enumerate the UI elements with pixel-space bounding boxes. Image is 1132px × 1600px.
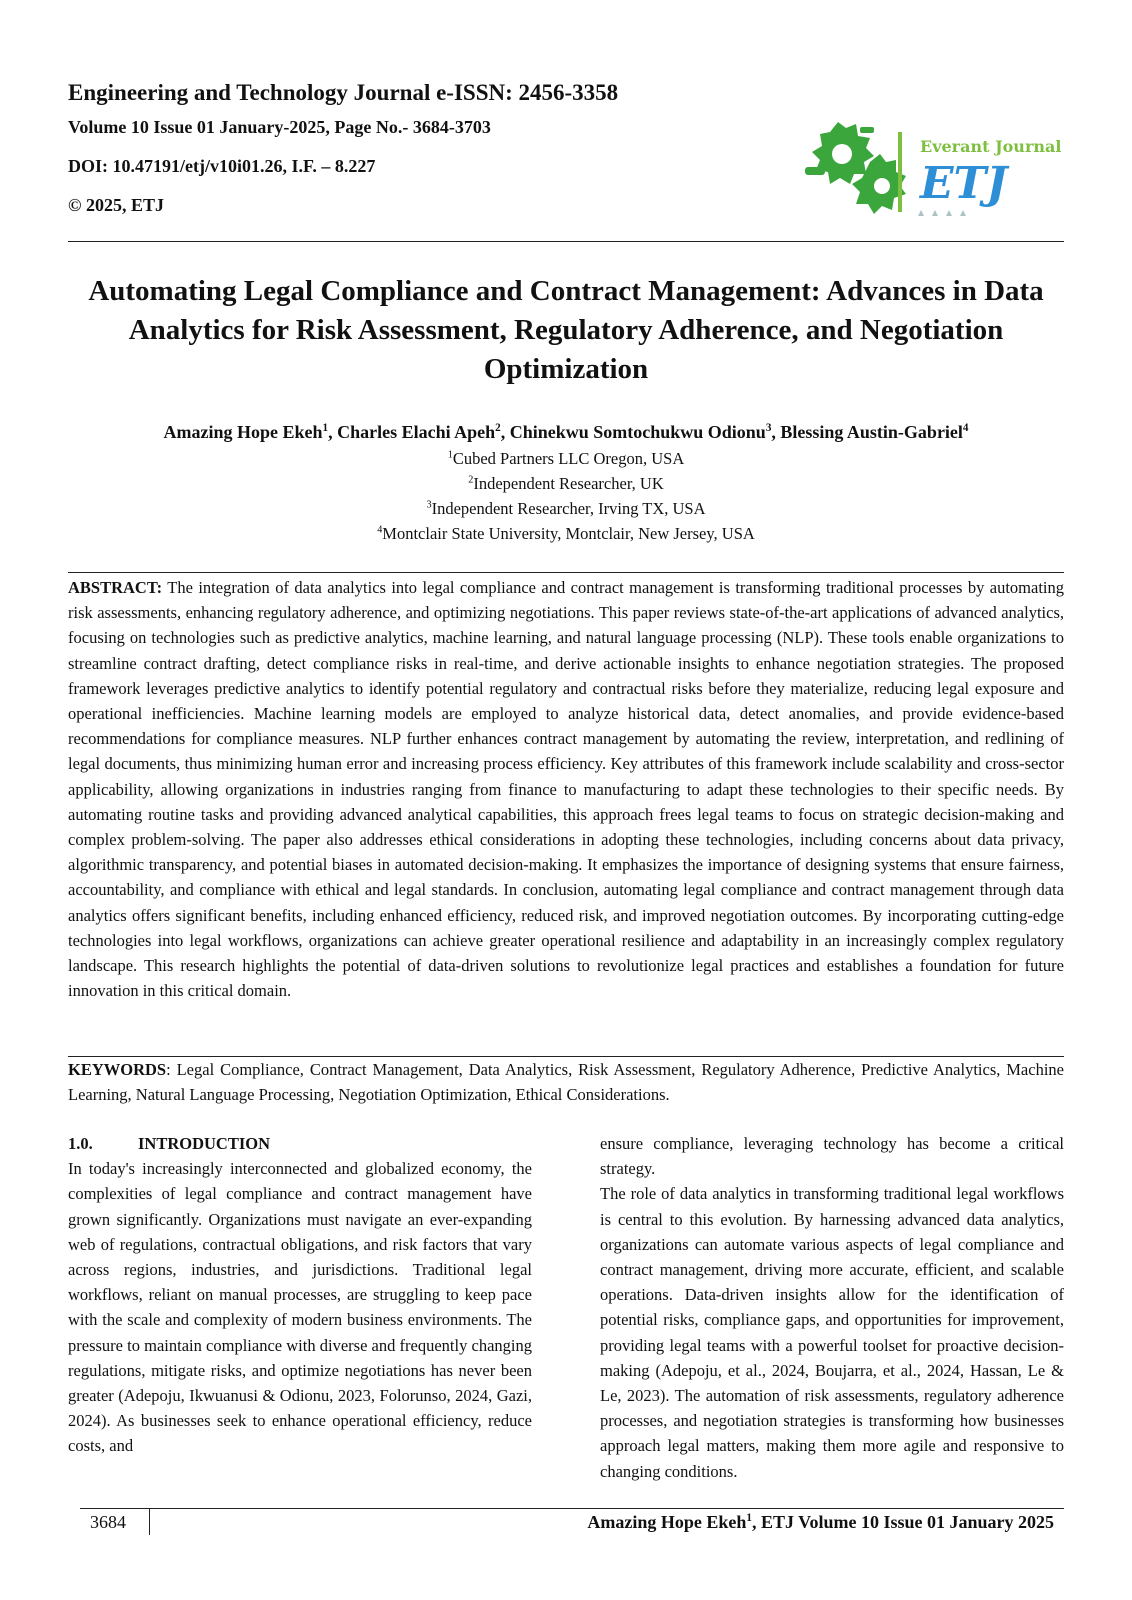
- left-column: [68, 1131, 532, 1459]
- footer-rule: [80, 1508, 1064, 1509]
- page-number: 3684: [90, 1512, 126, 1532]
- affiliation-item: [60, 446, 1072, 471]
- author-sup: 3: [765, 422, 772, 434]
- intro-paragraph: In today's increasingly interconnected and globalized economy, the complexities of legal compliance and contract management have grown significantly. Organizations must navigate an ever-expanding web of regulations, contractual obligations, and risk factors that vary across regions, industries, and jurisdictions. Traditional legal workflows, reliant on manual processes, are struggling to keep pace with the scale and complexity of modern business environments. The pressure to maintain compliance with diverse and frequently changing regulations, mitigate risks, and optimize negotiations has never been greater (Adepoju, Ikwuanusi & Odionu, 2023, Folorunso, 2024, Gazi, 2024). As businesses seek to enhance operational efficiency, reduce costs, and: [68, 1159, 532, 1456]
- author-list: [60, 420, 1072, 444]
- affiliation-text: Independent Researcher, UK: [473, 474, 664, 493]
- keywords-text: : Legal Compliance, Contract Management, Data Analytics, Risk Assessment, Regulatory Adherence, Predictive Analytics, Machine Learning, Natural Language Processing, Negotiation Optimization, Ethical Considerations.: [68, 1060, 1064, 1104]
- author-separator: ,: [328, 422, 338, 442]
- author-name: Charles Elachi Apeh: [337, 422, 496, 442]
- author-name: Chinekwu Somtochukwu Odionu: [509, 422, 766, 442]
- abstract-top-rule: [68, 572, 1064, 573]
- footer-divider: [149, 1509, 150, 1535]
- affiliation-text: Montclair State University, Montclair, New Jersey, USA: [382, 524, 755, 543]
- affiliation-sup: 4: [377, 524, 383, 536]
- intro-paragraph-continued: ensure compliance, leveraging technology has become a critical strategy.: [600, 1134, 1064, 1179]
- section-heading: [68, 1131, 532, 1156]
- abstract-text: The integration of data analytics into legal compliance and contract management is transforming traditional processes by automating risk assessments, enhancing regulatory adherence, and optimizing negotiations. This paper reviews state-of-the-art applications of advanced analytics, focusing on technologies such as predictive analytics, machine learning, and natural language processing (NLP). These tools enable organizations to streamline contract drafting, detect compliance risks in real-time, and derive actionable insights to enhance negotiation strategies. The proposed framework leverages predictive analytics to identify potential regulatory and contractual risks before they materialize, reducing legal exposure and operational inefficiencies. Machine learning models are employed to analyze historical data, detect anomalies, and provide evidence-based recommendations for compliance measures. NLP further enhances contract management by automating the review, interpretation, and redlining of legal documents, thus minimizing human error and increasing process efficiency. Key attributes of this framework include scalability and cross-sector applicability, allowing organizations in industries ranging from finance to manufacturing to adapt these technologies to their specific needs. By automating routine tasks and providing advanced analytical capabilities, this approach frees legal teams to focus on strategic decision-making and complex problem-solving. The paper also addresses ethical considerations in adopting these technologies, including concerns about data privacy, algorithmic transparency, and potential biases in automated decision-making. It emphasizes the importance of designing systems that ensure fairness, accountability, and compliance with ethical and legal standards. In conclusion, automating legal compliance and contract management through data analytics offers significant benefits, including enhanced efficiency, reduced risk, and improved negotiation outcomes. By incorporating cutting-edge technologies into legal workflows, organizations can achieve greater operational resilience and adaptability in an increasingly complex regulatory landscape. This research highlights the potential of data-driven solutions to revolutionize legal practices and establishes a foundation for future innovation in this critical domain.: [68, 578, 1064, 1001]
- author-sup: 1: [322, 422, 329, 434]
- keywords-label: KEYWORDS: [68, 1060, 167, 1079]
- footer-issue: , ETJ Volume 10 Issue 01 January 2025: [751, 1512, 1054, 1532]
- intro-paragraph: The role of data analytics in transforming traditional legal workflows is central to this evolution. By harnessing advanced data analytics, organizations can automate various aspects of legal compliance and contract management, driving more accurate, efficient, and scalable operations. Data-driven insights allow for the identification of potential risks, compliance gaps, and opportunities for improvement, providing legal teams with a powerful toolset for proactive decision-making (Adepoju, et al., 2024, Boujarra, et al., 2024, Hassan, Le & Le, 2023). The automation of risk assessments, regulatory adherence processes, and negotiation strategies is transforming how businesses approach legal matters, making them more agile and responsive to changing conditions.: [600, 1184, 1064, 1481]
- running-footer: [587, 1512, 1054, 1533]
- author-sup: 2: [495, 422, 501, 434]
- footer-author-sup: 1: [746, 1512, 752, 1524]
- author-separator: ,: [500, 422, 510, 442]
- journal-header: [68, 78, 768, 233]
- affiliation-list: [60, 446, 1072, 546]
- journal-doi: DOI: 10.47191/etj/v10i01.26, I.F. – 8.227: [68, 156, 376, 176]
- author-name: Blessing Austin-Gabriel: [780, 422, 963, 442]
- affiliation-item: [60, 471, 1072, 496]
- author-name: Amazing Hope Ekeh: [163, 422, 323, 442]
- etj-logo-graphic: [800, 112, 1062, 227]
- journal-volume: Volume 10 Issue 01 January-2025, Page No.- 3684-3703: [68, 117, 491, 137]
- logo-wordmark: ETJ: [920, 158, 1008, 209]
- affiliation-text: Independent Researcher, Irving TX, USA: [431, 499, 706, 518]
- section-title: INTRODUCTION: [138, 1134, 271, 1153]
- right-column: [600, 1131, 1064, 1484]
- author-sup: 4: [962, 422, 969, 434]
- etj-logo: [800, 112, 1062, 227]
- affiliation-sup: 1: [447, 449, 453, 461]
- affiliation-sup: 3: [426, 499, 432, 511]
- author-separator: ,: [771, 422, 781, 442]
- abstract-label: ABSTRACT:: [68, 578, 163, 597]
- affiliation-sup: 2: [468, 474, 474, 486]
- journal-copyright: © 2025, ETJ: [68, 195, 164, 215]
- footer-author: Amazing Hope Ekeh: [587, 1512, 747, 1532]
- affiliation-item: [60, 521, 1072, 546]
- affiliation-item: [60, 496, 1072, 521]
- paper-title: Automating Legal Compliance and Contract Management: Advances in Data Analytics for Risk Assessment, Regulatory Adherence, and Negotiation Optimization: [88, 275, 1044, 385]
- section-number: 1.0.: [68, 1134, 93, 1153]
- abstract: [68, 575, 1064, 1003]
- journal-title: Engineering and Technology Journal e-ISSN: 2456-3358: [68, 80, 619, 105]
- header-divider: [68, 241, 1064, 242]
- affiliation-text: Cubed Partners LLC Oregon, USA: [452, 449, 685, 468]
- keywords: [68, 1057, 1064, 1107]
- logo-subtitle: Everant Journal: [920, 137, 1062, 156]
